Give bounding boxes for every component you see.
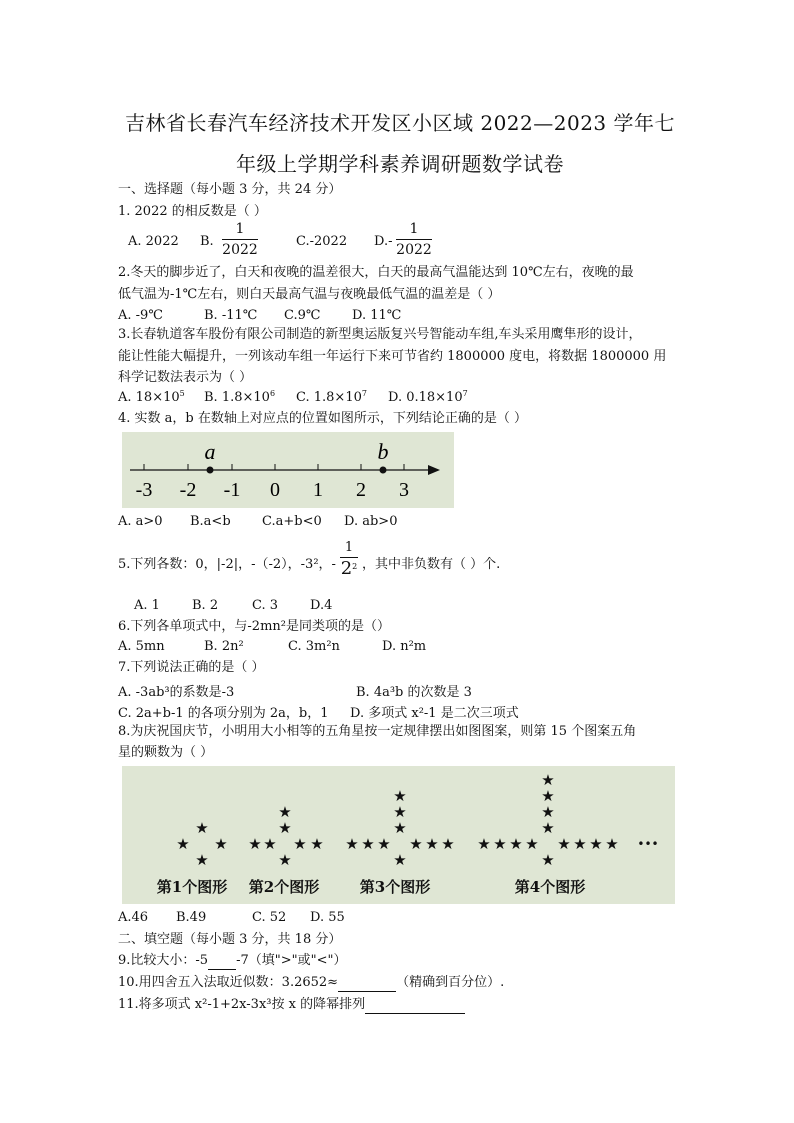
fraction-denominator: 2022 (222, 242, 258, 258)
star-icon: ★ (425, 835, 439, 853)
q6-option-c: C. 3m²n (288, 639, 340, 654)
tick-label: 3 (399, 479, 409, 501)
q5-stem-pre: 5.下列各数：0，|-2|，-（-2），-3²，- (118, 557, 336, 572)
q1-stem: 1. 2022 的相反数是（ ） (118, 204, 267, 219)
section1-heading: 一、选择题（每小题 3 分，共 24 分） (118, 182, 342, 197)
q8-option-a: A.46 (118, 910, 149, 925)
star-icon: ★ (541, 803, 555, 821)
q5-option-b: B. 2 (192, 598, 219, 613)
q2-option-a: A. -9℃ (118, 308, 163, 323)
star-icon: ★ (377, 835, 391, 853)
q4-option-b: B.a<b (190, 514, 231, 529)
q6-option-d: D. n²m (382, 639, 427, 654)
star-icon: ★ (509, 835, 523, 853)
star-icon: ★ (605, 835, 619, 853)
exponent: 7 (361, 389, 367, 398)
q1-option-d-fraction (396, 220, 432, 259)
q1-option-d-prefix: D.- (374, 234, 393, 249)
star-icon: ★ (541, 819, 555, 837)
q8-option-c: C. 52 (252, 910, 287, 925)
star-icon: ★ (393, 819, 407, 837)
q8-stem-line1: 8.为庆祝国庆节，小明用大小相等的五角星按一定规律摆出如图图案，则第 15 个图案五角 (118, 724, 637, 739)
q3-option-a (118, 390, 185, 405)
exponent: 2 (352, 562, 358, 571)
star-icon: ★ (441, 835, 455, 853)
q7-stem: 7.下列说法正确的是（ ） (118, 660, 265, 675)
q11-answer-blank[interactable] (365, 999, 465, 1014)
star-icon: ★ (263, 835, 277, 853)
star-pattern-svg (122, 766, 675, 904)
star-icon: ★ (195, 851, 209, 869)
pattern-4 (477, 771, 618, 869)
exam-title-line1: 吉林省长春汽车经济技术开发区小区域 2022—2023 学年七 (124, 111, 675, 135)
star-icon: ★ (214, 835, 228, 853)
tick-label: 1 (313, 479, 323, 501)
q7-option-d: D. 多项式 x²-1 是二次三项式 (350, 706, 519, 721)
exam-title-line2: 年级上学期学科素养调研题数学试卷 (236, 152, 564, 176)
q6-option-b: B. 2n² (204, 639, 244, 654)
q7-option-c: C. 2a+b-1 的各项分别为 2a，b，1 (118, 706, 329, 721)
pattern-3 (345, 787, 454, 869)
option-text: A. 18×10 (118, 390, 180, 405)
exponent: 7 (462, 389, 468, 398)
denominator-base: 2 (340, 558, 353, 579)
q2-option-b: B. -11℃ (204, 308, 258, 323)
tick-label: -2 (179, 479, 197, 501)
star-icon: ★ (541, 771, 555, 789)
q11-stem (118, 996, 465, 1014)
star-icon: ★ (409, 835, 423, 853)
star-icon: ★ (293, 835, 307, 853)
point-a-marker (207, 467, 214, 474)
star-icon: ★ (278, 803, 292, 821)
tick-label: -3 (135, 479, 153, 501)
q1-option-b-fraction (222, 220, 258, 259)
point-a-label: a (204, 439, 216, 464)
q5-option-c: C. 3 (252, 598, 279, 613)
star-icon: ★ (525, 835, 539, 853)
fraction-numerator: 1 (409, 221, 419, 237)
q7-option-a: A. -3ab³的系数是-3 (118, 685, 235, 700)
q8-option-b: B.49 (176, 910, 207, 925)
q2-stem-line1: 2.冬天的脚步近了，白天和夜晚的温差很大，白天的最高气温能达到 10℃左右，夜晚的最 (118, 265, 634, 280)
star-icon: ★ (393, 787, 407, 805)
q10-stem-pre: 10.用四舍五入法取近似数：3.2652≈ (118, 975, 339, 990)
q6-option-a: A. 5mn (118, 639, 165, 654)
tick-label: 0 (270, 479, 280, 501)
q4-option-a: A. a>0 (118, 514, 163, 529)
q4-stem: 4. 实数 a，b 在数轴上对应点的位置如图所示，下列结论正确的是（ ） (118, 411, 528, 426)
q2-option-d: D. 11℃ (352, 308, 402, 323)
number-line-svg (122, 432, 454, 508)
option-text: C. 1.8×10 (296, 390, 362, 405)
q10-answer-blank[interactable] (338, 977, 396, 992)
q9-stem-post: -7（填">"或"<"） (236, 953, 347, 968)
q9-stem-pre: 9.比较大小：-5 (118, 953, 209, 968)
q3-stem-line1: 3.长春轨道客车股份有限公司制造的新型奥运版复兴号智能动车组,车头采用鹰隼形的设计， (118, 327, 642, 342)
q5-option-a: A. 1 (134, 598, 160, 613)
star-icon: ★ (493, 835, 507, 853)
star-icon: ★ (573, 835, 587, 853)
q3-option-c (296, 390, 367, 405)
q10-stem-post: （精确到百分位）. (396, 975, 505, 990)
q8-option-d: D. 55 (310, 910, 345, 925)
pattern-2-caption: 第2个图形 (248, 878, 320, 896)
fraction-bar (222, 239, 258, 240)
q11-stem-pre: 11.将多项式 x²-1+2x-3x³按 x 的降幂排列 (118, 997, 366, 1012)
q3-stem-line2: 能让性能大幅提升，一列该动车组一年运行下来可节省约 1800000 度电，将数据 1800000 用 (118, 349, 667, 364)
q2-stem-line2: 低气温为-1℃左右，则白天最高气温与夜晚最低气温的温差是（ ） (118, 287, 501, 302)
section2-heading: 二、填空题（每小题 3 分，共 18 分） (118, 932, 342, 947)
q10-stem (118, 974, 504, 992)
fraction-numerator: 1 (344, 540, 354, 555)
q1-option-c: C.-2022 (296, 234, 348, 249)
star-icon: ★ (541, 851, 555, 869)
star-icon: ★ (541, 787, 555, 805)
star-icon: ★ (589, 835, 603, 853)
q4-option-c: C.a+b<0 (262, 514, 322, 529)
point-b-marker (380, 467, 387, 474)
star-icon: ★ (278, 851, 292, 869)
q9-stem (118, 952, 346, 970)
star-icon: ★ (345, 835, 359, 853)
star-icon: ★ (361, 835, 375, 853)
tick-label: 2 (356, 479, 366, 501)
point-b-label: b (377, 439, 389, 464)
star-icon: ★ (176, 835, 190, 853)
star-pattern-figure (122, 766, 675, 904)
pattern-2 (248, 803, 323, 869)
fraction-denominator (340, 559, 358, 579)
star-icon: ★ (278, 819, 292, 837)
q8-stem-line2: 星的颗数为（ ） (118, 745, 214, 760)
pattern-1-caption: 第1个图形 (156, 878, 228, 896)
fraction-bar (396, 239, 432, 240)
pattern-1 (176, 819, 227, 869)
star-icon: ★ (393, 851, 407, 869)
q1-option-a: A. 2022 (128, 234, 179, 249)
q3-option-d (388, 390, 468, 405)
ellipsis-dots: ••• (637, 837, 659, 851)
exponent: 5 (179, 389, 185, 398)
pattern-3-caption: 第3个图形 (359, 878, 431, 896)
exponent: 6 (269, 389, 276, 398)
q3-option-b (204, 390, 275, 405)
star-icon: ★ (195, 819, 209, 837)
axis-arrow-icon (428, 465, 440, 475)
q1-option-b-prefix: B. (200, 234, 214, 249)
fraction-numerator: 1 (235, 221, 245, 237)
q7-option-b: B. 4a³b 的次数是 3 (356, 685, 472, 700)
q3-stem-line3: 科学记数法表示为（ ） (118, 370, 253, 385)
fraction-denominator: 2022 (396, 242, 432, 258)
q5-stem-post: ，其中非负数有（ ）个. (362, 557, 501, 572)
q4-option-d: D. ab>0 (344, 514, 398, 529)
option-text: B. 1.8×10 (204, 390, 270, 405)
star-icon: ★ (477, 835, 491, 853)
tick-label: -1 (223, 479, 241, 501)
number-line-figure (122, 432, 454, 508)
q5-fraction (340, 540, 358, 579)
star-icon: ★ (393, 803, 407, 821)
star-icon: ★ (248, 835, 262, 853)
star-icon: ★ (557, 835, 571, 853)
q2-option-c: C.9℃ (284, 308, 321, 323)
q5-option-d: D.4 (310, 598, 333, 613)
q9-answer-blank[interactable] (208, 955, 236, 970)
q6-stem: 6.下列各单项式中，与-2mn²是同类项的是（） (118, 619, 390, 634)
star-icon: ★ (310, 835, 324, 853)
option-text: D. 0.18×10 (388, 390, 463, 405)
pattern-4-caption: 第4个图形 (514, 878, 586, 896)
